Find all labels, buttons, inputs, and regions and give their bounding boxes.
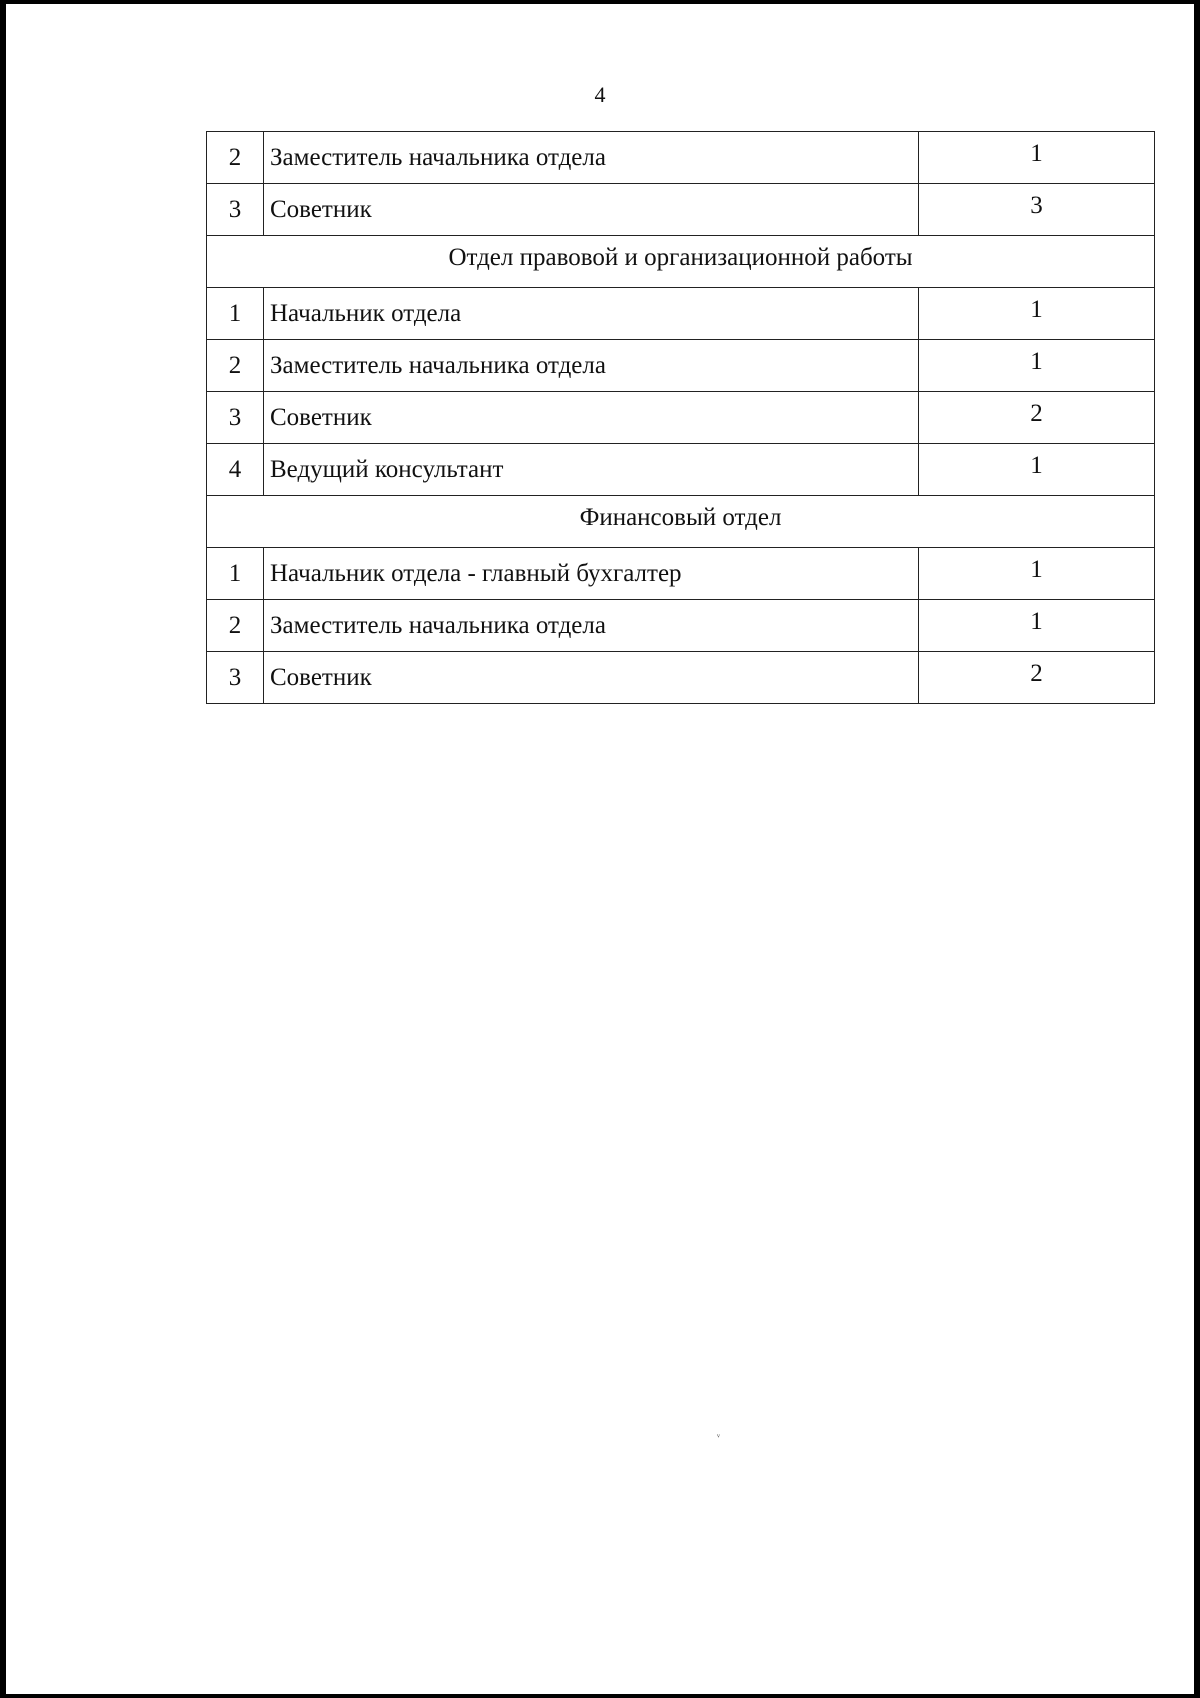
position-title: Ведущий консультант <box>264 444 919 496</box>
section-title: Финансовый отдел <box>207 496 1155 548</box>
position-title: Начальник отдела - главный бухгалтер <box>264 548 919 600</box>
position-count: 1 <box>919 548 1155 600</box>
position-title: Советник <box>264 392 919 444</box>
position-count: 2 <box>919 652 1155 704</box>
row-number: 3 <box>207 652 264 704</box>
row-number: 1 <box>207 288 264 340</box>
table-row <box>207 600 1155 652</box>
position-count: 1 <box>919 340 1155 392</box>
table-row <box>207 392 1155 444</box>
position-title: Заместитель начальника отдела <box>264 600 919 652</box>
position-title: Начальник отдела <box>264 288 919 340</box>
row-number: 2 <box>207 340 264 392</box>
position-title: Советник <box>264 184 919 236</box>
table-row <box>207 548 1155 600</box>
row-number: 3 <box>207 392 264 444</box>
row-number: 2 <box>207 132 264 184</box>
table-row <box>207 340 1155 392</box>
position-count: 1 <box>919 132 1155 184</box>
row-number: 4 <box>207 444 264 496</box>
staff-table <box>206 131 1155 704</box>
page-number: 4 <box>594 82 606 107</box>
position-title: Заместитель начальника отдела <box>264 132 919 184</box>
position-count: 1 <box>919 444 1155 496</box>
table-row <box>207 184 1155 236</box>
scan-mark: ᵛ <box>717 1432 720 1443</box>
row-number: 1 <box>207 548 264 600</box>
section-header-row <box>207 496 1155 548</box>
section-header-row <box>207 236 1155 288</box>
position-title: Заместитель начальника отдела <box>264 340 919 392</box>
table-row <box>207 444 1155 496</box>
table-row <box>207 288 1155 340</box>
position-count: 1 <box>919 288 1155 340</box>
row-number: 3 <box>207 184 264 236</box>
position-title: Советник <box>264 652 919 704</box>
position-count: 1 <box>919 600 1155 652</box>
table-row <box>207 652 1155 704</box>
table-row <box>207 132 1155 184</box>
section-title: Отдел правовой и организационной работы <box>207 236 1155 288</box>
row-number: 2 <box>207 600 264 652</box>
position-count: 2 <box>919 392 1155 444</box>
position-count: 3 <box>919 184 1155 236</box>
